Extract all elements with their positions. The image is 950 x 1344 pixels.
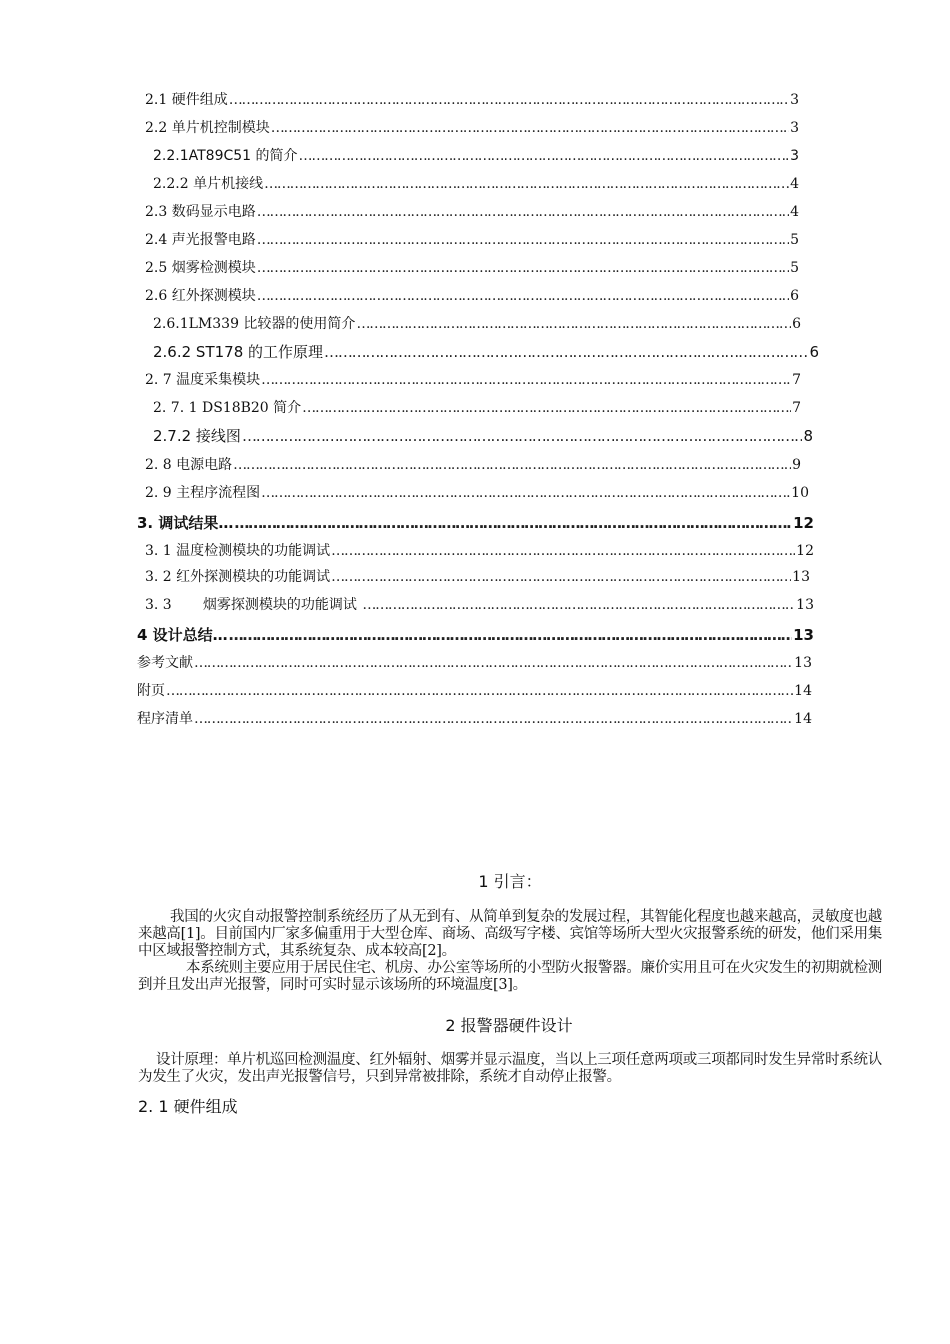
toc-entry-title: 3. 1 温度检测模块的功能调试	[145, 543, 331, 559]
toc-entry	[145, 231, 799, 249]
toc-entry	[153, 343, 819, 361]
toc-entry-page: 9	[792, 457, 801, 473]
toc-entry-title: 2.7.2 接线图	[153, 427, 241, 445]
toc-entry	[153, 175, 799, 193]
toc-entry	[137, 654, 812, 672]
toc-leader	[257, 231, 789, 249]
toc-entry-page: 12	[796, 543, 814, 559]
toc-entry-title: 2.4 声光报警电路	[145, 232, 256, 248]
toc-entry	[145, 287, 799, 305]
toc-entry-page: 12	[793, 514, 814, 532]
toc-leader	[194, 654, 793, 672]
toc-leader	[234, 514, 792, 532]
toc-entry-title: 参考文献	[137, 655, 193, 671]
toc-entry-title: 2.6.1LM339 比较器的使用简介	[153, 316, 356, 332]
toc-entry	[145, 456, 801, 474]
intro-paragraph-2-text: 本系统则主要应用于居民住宅、机房、办公室等场所的小型防火报警器。廉价实用且可在火灾发生的初期就检测到并且发出声光报警，同时可实时显示该场所的环境温度[3]。	[138, 960, 882, 993]
toc-leader	[331, 542, 795, 560]
toc-entry	[145, 484, 809, 502]
toc-entry	[145, 596, 814, 614]
toc-entry-title: 2.5 烟雾检测模块	[145, 260, 256, 276]
toc-entry-page: 8	[803, 427, 813, 445]
toc-leader	[233, 456, 791, 474]
toc-entry-page: 5	[790, 260, 799, 276]
toc-leader	[242, 427, 803, 445]
toc-entry-page: 4	[790, 204, 799, 220]
toc-leader	[324, 343, 808, 361]
hardware-paragraph	[138, 1052, 882, 1086]
toc-entry-page: 14	[794, 683, 812, 699]
toc-entry	[145, 119, 799, 137]
toc-entry-page: 6	[792, 316, 801, 332]
toc-entry-title: 2.2.1AT89C51 的简介	[153, 148, 298, 164]
toc-entry-page: 3	[790, 148, 799, 164]
toc-entry-page: 7	[792, 372, 801, 388]
toc-entry-page: 13	[793, 626, 814, 644]
toc-entry	[137, 514, 814, 532]
toc-leader	[299, 147, 790, 165]
toc-leader	[264, 175, 789, 193]
toc-leader	[257, 203, 789, 221]
toc-entry-title: 2.6.2 ST178 的工作原理	[153, 343, 324, 361]
toc-entry-page: 3	[790, 92, 799, 108]
toc-entry-title: 2. 7. 1 DS18B20 简介	[153, 400, 302, 416]
toc-leader	[194, 710, 793, 728]
toc-entry-title: 2. 8 电源电路	[145, 457, 233, 473]
toc-entry-title: 附页	[137, 683, 165, 699]
toc-entry	[145, 371, 801, 389]
toc-entry-page: 3	[790, 120, 799, 136]
toc-entry-title: 2. 9 主程序流程图	[145, 485, 261, 501]
toc-leader	[271, 119, 789, 137]
toc-leader	[257, 259, 789, 277]
toc-leader	[362, 596, 795, 614]
toc-entry-page: 6	[790, 288, 799, 304]
toc-entry-page: 13	[792, 569, 810, 585]
toc-entry-title: 3. 3 烟雾探测模块的功能调试	[145, 597, 362, 613]
toc-entry	[153, 315, 801, 333]
toc-entry	[153, 399, 801, 417]
toc-entry	[145, 259, 799, 277]
toc-leader	[166, 682, 793, 700]
hardware-paragraph-text: 设计原理：单片机巡回检测温度、红外辐射、烟雾并显示温度，当以上三项任意两项或三项都同时发生异常时系统认为发生了火灾，发出声光报警信号，只到异常被排除，系统才自动停止报警。	[138, 1052, 882, 1085]
toc-entry-page: 6	[809, 343, 819, 361]
toc-entry	[145, 542, 814, 560]
toc-entry	[137, 626, 814, 644]
intro-heading: 1 引言：	[478, 872, 542, 891]
toc-entry-title: 2.3 数码显示电路	[145, 204, 256, 220]
toc-entry	[153, 147, 799, 165]
toc-leader	[257, 287, 789, 305]
toc-entry-title: 3. 调试结果…	[137, 514, 234, 532]
intro-paragraph-2	[138, 960, 882, 994]
toc-entry-page: 4	[790, 176, 799, 192]
hardware-sub-heading: 2. 1 硬件组成	[138, 1097, 238, 1116]
toc-entry	[145, 568, 810, 586]
toc-entry-title: 2.1 硬件组成	[145, 92, 228, 108]
toc-entry-title: 4 设计总结…	[137, 626, 228, 644]
toc-leader	[261, 371, 791, 389]
intro-paragraph-1	[138, 909, 882, 960]
toc-leader	[331, 568, 791, 586]
toc-entry-page: 7	[792, 400, 801, 416]
toc-leader	[229, 91, 789, 109]
toc-entry	[137, 710, 812, 728]
toc-entry-page: 5	[790, 232, 799, 248]
toc-entry	[145, 203, 799, 221]
toc-entry-title: 2.6 红外探测模块	[145, 288, 256, 304]
toc-entry-page: 13	[796, 597, 814, 613]
toc-entry-title: 2.2.2 单片机接线	[153, 176, 264, 192]
hardware-heading: 2 报警器硬件设计	[445, 1016, 573, 1035]
toc-entry	[145, 91, 799, 109]
toc-entry-title: 程序清单	[137, 711, 193, 727]
toc-entry-page: 14	[794, 711, 812, 727]
toc-leader	[356, 315, 791, 333]
toc-leader	[229, 626, 792, 644]
toc-entry-page: 13	[794, 655, 812, 671]
toc-entry-title: 2.2 单片机控制模块	[145, 120, 270, 136]
intro-paragraph-1-text: 我国的火灾自动报警控制系统经历了从无到有、从简单到复杂的发展过程，其智能化程度也越来越高，灵敏度也越来越高[1]。目前国内厂家多偏重用于大型仓库、商场、高级写字楼、宾馆等场所大型火灾报警系统的研发，他们采用集中区域报警控制方式，其系统复杂、成本较高[2]。	[138, 909, 882, 959]
toc-entry	[153, 427, 813, 445]
toc-entry	[137, 682, 812, 700]
toc-entry-title: 3. 2 红外探测模块的功能调试	[145, 569, 331, 585]
toc-leader	[302, 399, 791, 417]
toc-leader	[261, 484, 790, 502]
toc-entry-page: 10	[791, 485, 809, 501]
toc-entry-title: 2. 7 温度采集模块	[145, 372, 261, 388]
